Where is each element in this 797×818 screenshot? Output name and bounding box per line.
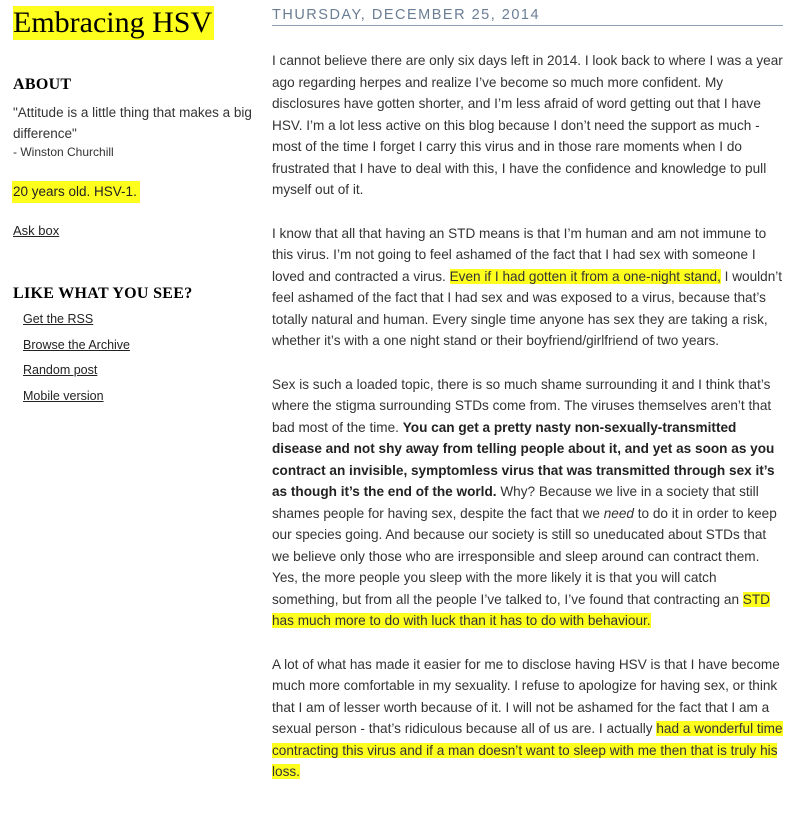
about-quote: "Attitude is a little thing that makes a big difference" [13,105,252,141]
get-rss-link[interactable]: Get the RSS [23,312,94,326]
about-heading: ABOUT [13,76,72,93]
post-body [272,50,784,805]
highlight-one-night-stand: Even if I had gotten it from a one-night stand, [449,268,721,284]
paragraph-1-text: I cannot believe there are only six days left in 2014. I look back to where I was a year ago regarding herpes and realize I’ve become so much more confident. My disclosures have gotten shorter, and I’m less afraid of word getting out that I have HSV. I’m a lot less active on this blog because I don’t need the support as much - most of the time I forget I carry this virus and in those rare moments when I do frustrated that I have to deal with this, I have the confidence and knowledge to pull myself out of it. [272,53,783,197]
sidebar-link-mobile [23,389,130,415]
paragraph-2-text-a: I know that all that having an STD means is that I’m human and am not immune to this virus. I’m not going to feel ashamed of the fact that I had sex with someone I loved and contracted a virus. [272,225,767,284]
sidebar-link-archive [23,338,130,364]
bold-statement: You can get a pretty nasty non-sexually-transmitted disease and not shy away from telling people about it, and yet as soon as you contract an invisible, symptomless virus that was transmitted through sex it’s as though it’s the end of the world. [272,419,775,499]
paragraph-3 [272,374,784,632]
italic-need: need [603,505,634,521]
paragraph-4 [272,654,784,783]
quote-author: - Winston Churchill [13,145,114,159]
paragraph-2-text-c: I wouldn’t feel ashamed of the fact that I had sex and was exposed to a virus, because that’s totally natural and human. Every single time anyone has sex they are taking a risk, whether it’s with a one night stand or their boyfriend/girlfriend of two years. [272,268,783,348]
browse-archive-link[interactable]: Browse the Archive [23,337,130,352]
highlight-his-loss: had a wonderful time contracting this virus and if a man doesn’t want to sleep with me then that is truly his loss. [272,721,783,779]
highlight-luck: STD has much more to do with luck than it has to do with behaviour. [272,591,770,628]
blog-title[interactable]: Embracing HSV [13,6,213,39]
ask-box-link[interactable]: Ask box [13,223,60,238]
post-date: THURSDAY, DECEMBER 25, 2014 [272,7,783,26]
paragraph-3-text-c: Why? Because we live in a society that still shames people for having sex, despite the fact that we [272,484,759,521]
like-heading: LIKE WHAT YOU SEE? [13,285,193,302]
paragraph-1 [272,50,784,201]
bio-text: 20 years old. HSV-1. [12,181,140,203]
sidebar-links [23,312,130,414]
paragraph-3-text-a: Sex is such a loaded topic, there is so much shame surrounding it and I think that’s where the stigma surrounding STDs come from. The viruses themselves aren’t that bad most of the time. [272,376,772,435]
mobile-version-link[interactable]: Mobile version [23,388,104,403]
sidebar-link-random [23,363,130,389]
random-post-link[interactable]: Random post [23,363,98,377]
paragraph-3-text-e: to do it in order to keep our species going. And because our society is still so uneducated about STDs that we believe only those who are irresponsible and sleep around can contract them. Yes, the more people you sleep with the more likely it is that you will catch something, but from all the people I’ve talked to, I’ve found that contracting an [272,505,777,607]
paragraph-4-text-a: A lot of what has made it easier for me to disclose having HSV is that I have become much more comfortable in my sexuality. I refuse to apologize for having sex, or think that I am of lesser worth because of it. I will not be ashamed for the fact that I am a sexual person - that’s ridiculous because all of us are. I actually [272,656,780,736]
paragraph-2 [272,223,784,352]
sidebar-link-rss [23,312,130,338]
